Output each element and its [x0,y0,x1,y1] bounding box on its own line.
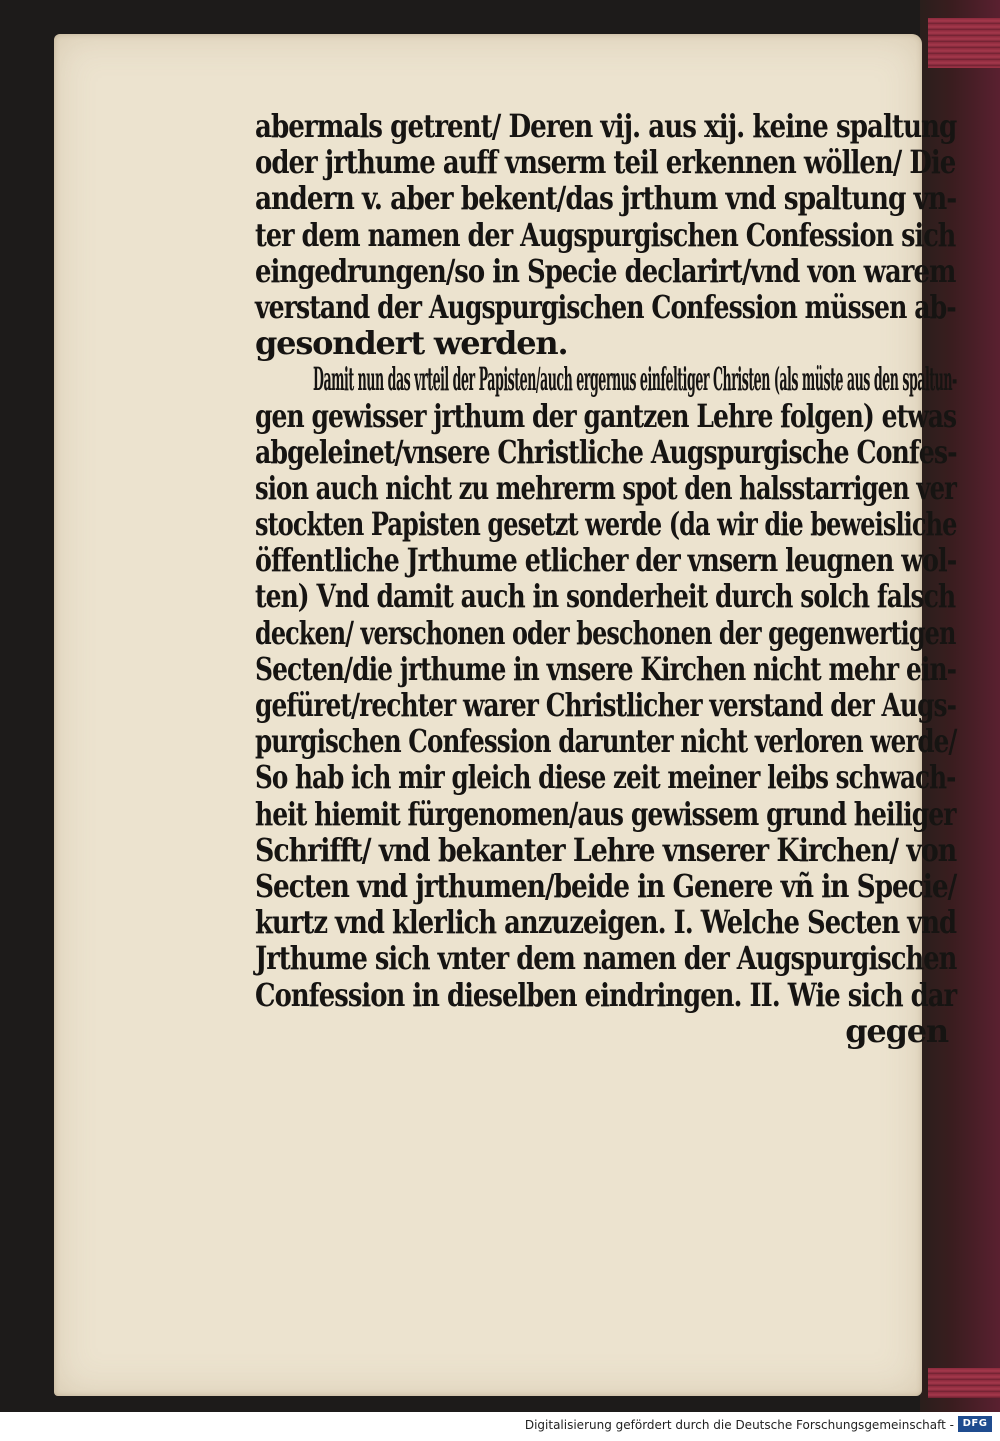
text-line-content: gen gewisser jrthum der gantzen Lehre folgen) etwas [255,396,957,435]
text-line-content: andern v. aber bekent/das jrthum vnd spaltung vn- [255,179,957,218]
catchword: gegen [845,1011,948,1050]
text-line-content: gefüret/rechter warer Christlicher verstand der Augs- [255,686,957,724]
text-line [255,904,960,940]
text-line-content: ten) Vnd damit auch in sonderheit durch solch falsch [255,577,956,616]
text-line-content: Secten/die jrthume in vnsere Kirchen nicht mehr ein- [255,649,957,688]
funding-credit: Digitalisierung gefördert durch die Deutsche Forschungsgemeinschaft - [524,1418,954,1432]
text-line-content: eingedrungen/so in Specie declarirt/vnd von warem [255,251,956,290]
dfg-logo: DFG [958,1416,992,1432]
paragraph-start-text: Damit nun das vrteil der Papisten/auch ergernus einfeltiger Christen (als müste aus den spaltun- [313,360,957,399]
text-line-content: oder jrthume auff vnserm teil erkennen wöllen/ Die [255,143,956,182]
text-line [255,253,960,289]
text-line-content: decken/ verschonen oder beschonen der gegenwertigen [255,613,956,652]
text-line [255,217,960,253]
text-line [255,144,960,180]
text-line-content: kurtz vnd klerlich anzuzeigen. I. Welche Secten vnd [255,903,957,942]
text-line [255,108,960,144]
text-line [255,615,960,651]
text-line [255,796,960,832]
text-line [255,506,960,542]
text-line-content: abgeleinet/vnsere Christliche Augspurgische Confes- [255,432,957,471]
text-line-paragraph-start [255,361,960,397]
text-line [255,542,960,578]
text-line-content: gesondert werden. [255,324,568,363]
text-line-content: ter dem namen der Augspurgischen Confession sich [255,215,956,254]
text-line [255,832,960,868]
text-line [255,434,960,470]
text-line-content: verstand der Augspurgischen Confession müssen ab- [255,287,956,326]
text-line [255,759,960,795]
text-line-content: Secten vnd jrthumen/beide in Genere vñ in Specie/ [255,866,957,905]
text-line [255,723,960,759]
text-line-content: heit hiemit fürgenomen/aus gewissem grund heiliger [255,794,956,833]
text-line-content: sion auch nicht zu mehrerm spot den halsstarrigen ver [255,468,956,507]
text-line-content: öffentliche Jrthume etlicher der vnsern leugnen wol- [255,541,957,580]
text-line-content: stockten Papisten gesetzt werde (da wir die beweisliche [255,505,957,544]
text-line-content: Confession in dieselben eindringen. II. Wie sich dar [255,975,957,1014]
text-line [255,180,960,216]
text-line [255,470,960,506]
text-line [255,687,960,723]
page-text [255,108,960,1049]
text-line-content: purgischen Confession darunter nicht verloren werde/ [255,722,957,761]
text-line [255,578,960,614]
text-line [255,651,960,687]
text-line [255,868,960,904]
text-line-content: abermals getrent/ Deren vij. aus xij. keine spaltung [255,107,957,145]
text-line-content: So hab ich mir gleich diese zeit meiner leibs schwach- [255,758,956,797]
book-edge-top-strip [928,18,1000,68]
text-line-content: Jrthume sich vnter dem namen der Augspurgischen [255,939,957,978]
text-line-content: Schrifft/ vnd bekanter Lehre vnserer Kirchen/ von [255,830,957,869]
text-line [255,289,960,325]
text-line [255,325,960,361]
text-line [255,398,960,434]
book-edge-bottom-strip [928,1368,1000,1398]
text-line [255,977,960,1013]
text-line [255,940,960,976]
